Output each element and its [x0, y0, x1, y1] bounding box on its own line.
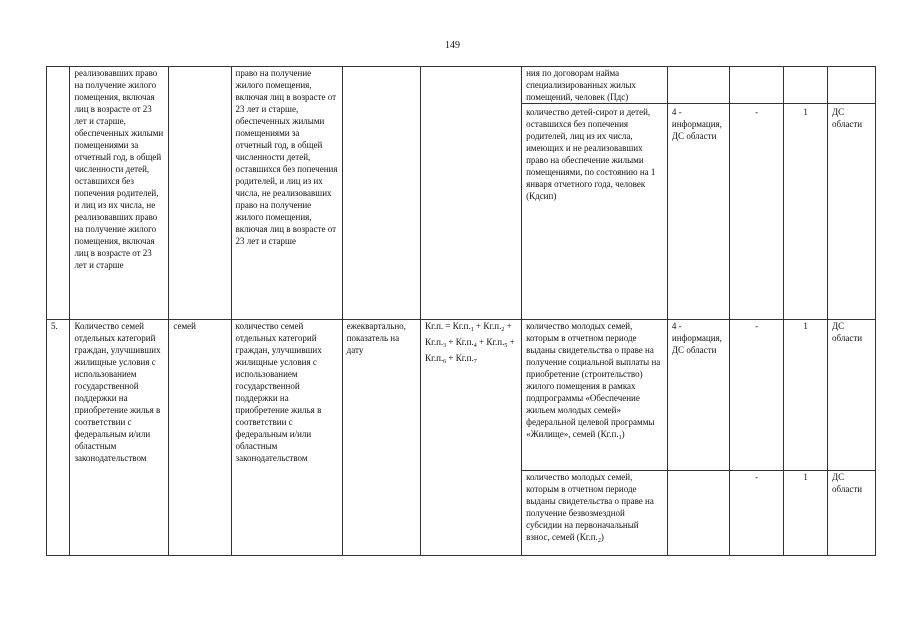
col-a-value: - [755, 107, 759, 117]
cell-source [667, 67, 729, 320]
cell-col-b: 1 [784, 320, 828, 471]
indicator-text: ния по договорам найма специализированных жилых помещений, человек (Пдс) [522, 67, 667, 104]
cell-col-a [730, 67, 784, 320]
source-text: 4 - информация, ДС области [671, 107, 722, 141]
cell-col-b [784, 67, 828, 320]
cell-periodicity: ежеквартально, показатель на дату [342, 320, 421, 556]
cell-basic-indicators: количество молодых семей, которым в отчетном периоде выданы свидетельства о праве на получение безвозмездной субсидии на первоначальный взнос, семей $(Кг.п._2)$ [522, 471, 668, 556]
table-row [47, 67, 876, 320]
indicator-text: количество детей-сирот и детей, оставшихся без попечения родителей, лиц из их числа, имеющих и не реализовавших право на обеспечение жилыми помещениями, по состоянию на 1 января отчетного года, человек (Кдсип) [526, 107, 656, 201]
cell-indicator-name: реализовавших право на получение жилого помещения, включая лиц в возрасте от 23 лет и старше, обеспеченных жилыми помещениями за отчетный год, в общей численности детей, оставшихся без попечения родителей, и лиц из их числа, не реализовавших право на получение жилого помещения, включая лиц в возрасте от 23 лет и старше [70, 67, 169, 320]
cell-periodicity [342, 67, 421, 320]
formula-text: Кг.п. = $Кг.п._1 + Кг.п._2 + Кг.п._3 + Кг.п._4 + Кг.п._5 + Кг.п._6 + Кг.п._7$ [425, 321, 515, 365]
cell-indicator-name: Количество семей отдельных категорий граждан, улучшивших жилищные условия с использованием государственной поддержки на приобретение жилья в соответствии с федеральным и/или областным законодательством [70, 320, 169, 556]
cell-definition: право на получение жилого помещения, включая лиц в возрасте от 23 лет и старше, обеспеченных жилыми помещениями за отчетный год, в общей численности детей, оставшихся без попечения родителей, и лиц из их числа, не реализовавших право на получение жилого помещения, включая лиц в возрасте от 23 лет и старше [231, 67, 342, 320]
cell-source [667, 471, 729, 556]
cell-responsible [827, 67, 875, 320]
cell-col-a: - [730, 320, 784, 471]
indicators-table [46, 66, 876, 556]
table-row [47, 320, 876, 471]
col-b-value: 1 [803, 107, 808, 117]
cell-responsible: ДС области [827, 471, 875, 556]
cell-basic-indicators [522, 67, 668, 320]
cell-source: 4 - информация, ДС области [667, 320, 729, 471]
cell-definition: количество семей отдельных категорий граждан, улучшивших жилищные условия с использованием государственной поддержки на приобретение жилья в соответствии с федеральным и/или областным законодательством [231, 320, 342, 556]
cell-col-a: - [730, 471, 784, 556]
cell-formula [421, 67, 522, 320]
cell-number: 5. [47, 320, 70, 556]
cell-col-b: 1 [784, 471, 828, 556]
cell-formula [421, 320, 522, 556]
cell-number [47, 67, 70, 320]
responsible-text: ДС области [831, 107, 863, 129]
cell-basic-indicators: количество молодых семей, которым в отчетном периоде выданы свидетельства о праве на получение социальной выплаты на приобретение (строительство) жилого помещения в рамках подпрограммы «Обеспечение жильем молодых семей» федеральной целевой программы «Жилище», семей $(Кг.п._1)$ [522, 320, 668, 471]
cell-unit: семей [169, 320, 231, 556]
page-number: 149 [445, 40, 460, 51]
cell-responsible: ДС области [827, 320, 875, 471]
cell-unit [169, 67, 231, 320]
